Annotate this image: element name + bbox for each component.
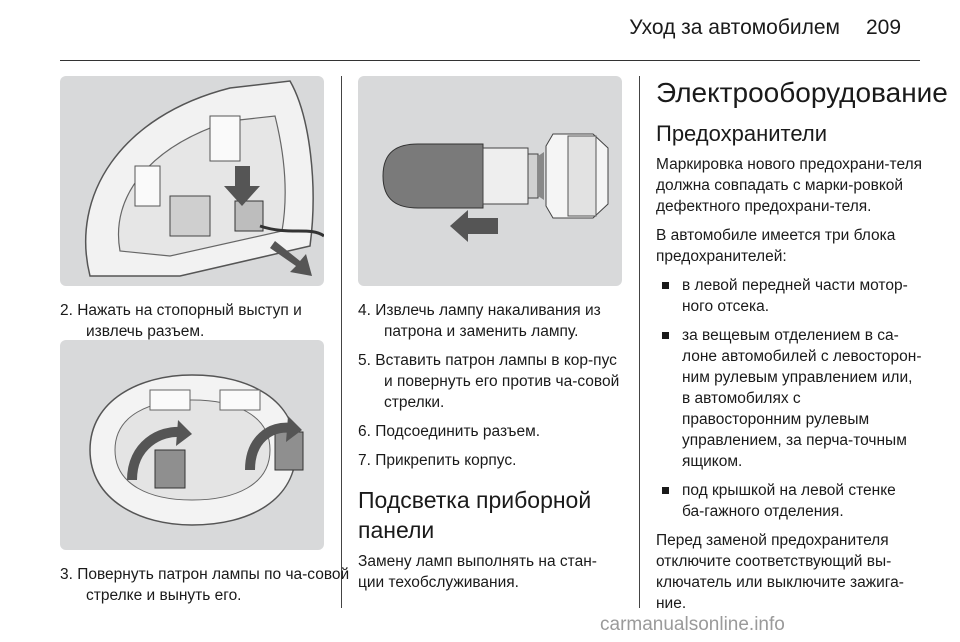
bullet-marker [662,282,669,289]
fuse-marking-text: Маркировка нового предохрани-теля должна совпадать с марки-ровкой дефектного предохрани-теля. [656,156,923,215]
bullet-item [656,480,922,522]
bullet-marker [662,332,669,339]
middle-column [358,300,622,601]
step-6: 6. Подсоединить разъем. [358,423,541,440]
subsection-title-fuses: Предохранители [656,121,827,146]
step-2: 2. Нажать на стопорный выступ и извлечь разъем. [60,302,302,340]
section-text-instrument-lighting: Замену ламп выполнять на стан-ции техобслуживания. [358,553,597,591]
fuse-blocks-intro: В автомобиле имеется три блока предохранителей: [656,227,896,265]
step-7: 7. Прикрепить корпус. [358,452,517,469]
bullet-item [656,275,922,317]
fuse-replacement-warning: Перед заменой предохранителя отключите соответствующий вы-ключатель или выключите зажига-ние. [656,532,904,612]
bullet-text: в левой передней части мотор-ного отсека. [682,277,908,315]
column-divider-2 [639,76,640,608]
bullet-item [656,325,922,472]
step-5: 5. Вставить патрон лампы в кор-пус и повернуть его против ча-совой стрелки. [358,352,620,411]
bullet-text: под крышкой на левой стенке ба-гажного отделения. [682,482,896,520]
figure-connector-release [60,76,324,286]
section-title-electrical: Электрооборудование [656,77,948,108]
header-title: Уход за автомобилем [629,16,840,39]
column-divider-1 [341,76,342,608]
section-title-instrument-lighting: Подсветка приборной панели [358,487,592,543]
watermark: carmanualsonline.info [600,614,785,635]
step-4: 4. Извлечь лампу накаливания из патрона и заменить лампу. [358,302,601,340]
header-rule [60,60,920,61]
figure-bulb-socket [358,76,622,286]
bullet-marker [662,487,669,494]
figure-rotate-socket [60,340,324,550]
bullet-text: за вещевым отделением в са-лоне автомобилей с левосторон-ним рулевым управлением или, в автомобилях с правосторонним рулевым управлением, за перча-точным ящиком. [682,327,922,470]
step-3: 3. Повернуть патрон лампы по ча-совой стрелке и вынуть его. [60,566,350,604]
page-number: 209 [866,16,902,39]
right-column [656,76,948,622]
